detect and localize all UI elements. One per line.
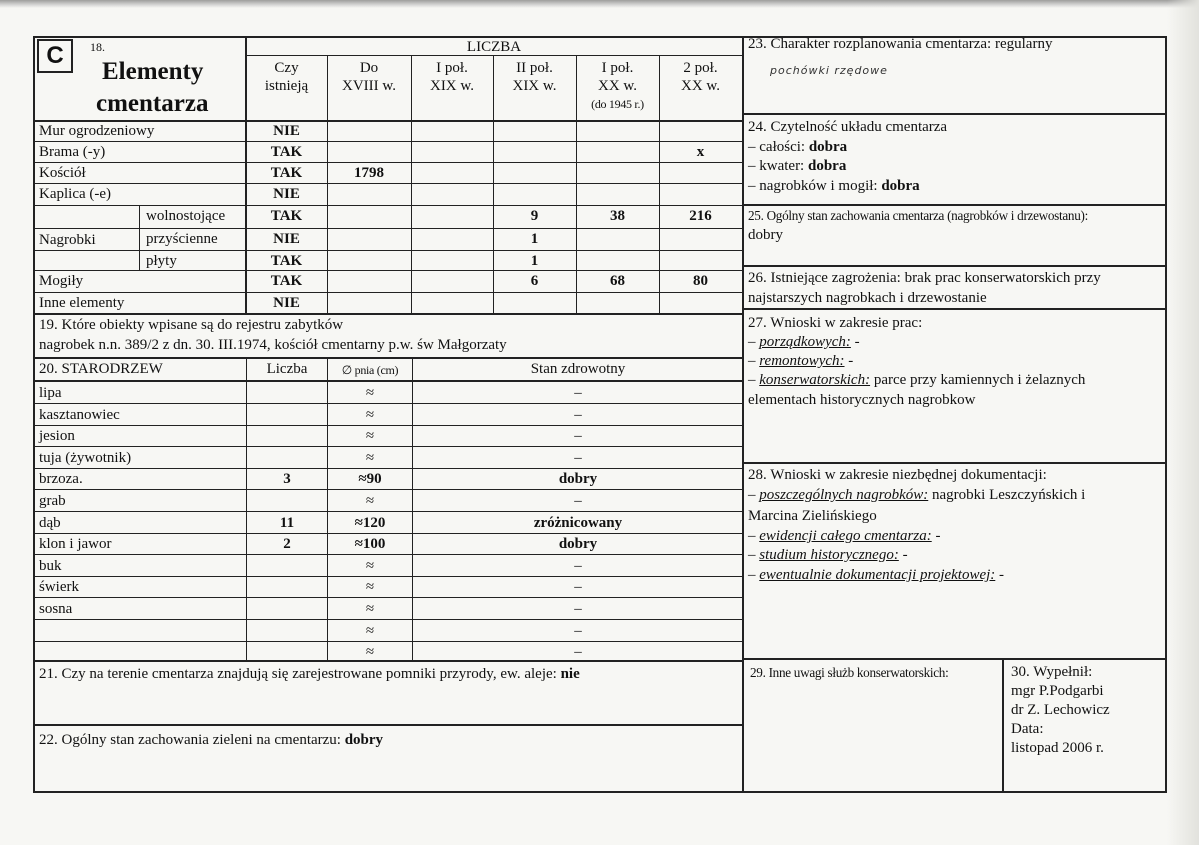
element-cell-istnieja: NIE — [273, 231, 300, 247]
element-label: Mogiły — [39, 273, 84, 289]
tree-name: brzoza. — [39, 471, 83, 488]
element-sublabel: wolnostojące — [146, 208, 226, 224]
tree-name: jesion — [39, 428, 75, 445]
s28-individual-value: nagrobki Leszczyńskich i — [928, 487, 1086, 503]
tree-state: – — [574, 579, 582, 596]
tree-row-line-6 — [33, 533, 742, 534]
tree-name: lipa — [39, 385, 62, 401]
element-cell-istnieja: NIE — [273, 123, 300, 139]
divider-27-28 — [742, 462, 1167, 464]
s29-label: 29. Inne uwagi służb konserwatorskich: — [750, 665, 949, 680]
divider-23-24 — [742, 113, 1167, 115]
tree-state: – — [574, 406, 582, 423]
col-header-5-line-1: XX w. — [680, 78, 721, 94]
tree-state: – — [574, 601, 582, 617]
s19-value: nagrobek n.n. 389/2 z dn. 30. III.1974, kościół cmentarny p.w. św Małgorzaty — [39, 337, 507, 353]
s26-line1: 26. Istniejące zagrożenia: brak prac konserwatorskich przy — [748, 270, 1101, 286]
s22-value: dobry — [344, 732, 384, 748]
tree-diameter: ≈90 — [358, 471, 382, 488]
tree-row-line-11 — [33, 641, 742, 642]
s30-date-label: Data: — [1011, 721, 1044, 737]
element-cell-istnieja: TAK — [270, 253, 303, 269]
tree-diameter: ≈ — [365, 406, 375, 423]
element-label: Kaplica (-e) — [39, 186, 112, 202]
s24-quarters-value: dobra — [807, 158, 847, 174]
tree-diameter: ≈ — [365, 557, 375, 574]
tree-name: grab — [39, 493, 66, 509]
tree-diameter: ≈120 — [354, 514, 386, 531]
tree-row-line-4 — [33, 489, 742, 490]
col-header-3-line-0: II poł. — [516, 60, 553, 76]
divider-28-29 — [742, 658, 1167, 660]
divider-26-27 — [742, 308, 1167, 310]
s24-whole-value: dobra — [808, 139, 848, 155]
col-header-4-line-0: I poł. — [601, 60, 634, 76]
s20-header-state: Stan zdrowotny — [530, 361, 626, 377]
divider-25-26 — [742, 265, 1167, 267]
divider-21-22 — [33, 724, 742, 726]
tree-row-line-3 — [33, 468, 742, 469]
element-cell-iixix: 9 — [530, 208, 539, 224]
tree-diameter: ≈ — [365, 579, 375, 596]
tree-count: 3 — [283, 471, 291, 488]
tree-state: – — [574, 428, 582, 445]
tree-row-line-8 — [33, 576, 742, 577]
element-cell-istnieja: NIE — [273, 186, 300, 202]
tree-state: dobry — [558, 471, 598, 488]
element-row-line-1 — [33, 162, 742, 163]
element-cell-ixx: 38 — [610, 208, 625, 224]
element-cell-iixx: 80 — [693, 273, 708, 289]
element-cell-iixix: 1 — [530, 231, 539, 247]
tree-diameter: ≈ — [365, 493, 375, 509]
divider-19-20 — [33, 357, 742, 359]
s27-cleanup-label: porządkowych: — [759, 334, 851, 350]
s24-graves-value: dobra — [881, 178, 920, 194]
tree-name: tuja (żywotnik) — [39, 449, 132, 466]
element-cell-istnieja: TAK — [270, 208, 303, 224]
element-label: Brama (-y) — [39, 144, 106, 160]
element-sublabel: płyty — [146, 253, 177, 269]
col-header-4-line-1: XX w. — [597, 78, 638, 94]
tree-state: zróżnicowany — [533, 514, 623, 531]
tree-count: 2 — [283, 536, 291, 553]
s19-label: 19. Które obiekty wpisane są do rejestru zabytków — [39, 317, 344, 333]
element-cell-istnieja: TAK — [270, 165, 303, 181]
element-cell-iixix: 6 — [530, 273, 539, 289]
tree-name: dąb — [39, 514, 61, 531]
nagrobki-subdivider — [139, 205, 140, 270]
tree-row-line-5 — [33, 511, 742, 512]
s27-conservation-value: parce przy kamiennych i żelaznych — [870, 372, 1086, 388]
s23-handwritten-note: pochówki rzędowe — [770, 64, 888, 77]
tree-row-line-10 — [33, 619, 742, 620]
s20-header-diameter: ∅ pnia (cm) — [341, 363, 399, 377]
s25-value: dobry — [748, 227, 783, 243]
col-header-5-line-0: 2 poł. — [683, 60, 718, 76]
tree-row-line-1 — [33, 425, 742, 426]
tree-state: – — [574, 493, 582, 509]
s28-label: 28. Wnioski w zakresie niezbędnej dokumentacji: — [748, 467, 1047, 483]
s27-conservation-label: konserwatorskich: — [759, 372, 871, 388]
s24-quarters-label: – kwater: — [748, 158, 805, 174]
tree-diameter: ≈ — [365, 385, 375, 401]
s30-label: 30. Wypełnił: — [1011, 664, 1093, 680]
tree-state: dobry — [558, 536, 598, 553]
divider-18-19 — [33, 313, 742, 315]
s25-label: 25. Ogólny stan zachowania cmentarza (nagrobków i drzewostanu): — [748, 208, 1088, 223]
element-row-line-7 — [33, 292, 742, 293]
element-label: Inne elementy — [39, 295, 125, 311]
col-header-3-line-1: XIX w. — [512, 78, 557, 94]
element-cell-iixx: x — [696, 144, 705, 160]
s28-history-value: - — [898, 547, 908, 563]
s30-name1: mgr P.Podgarbi — [1011, 683, 1104, 699]
element-sublabel: przyścienne — [146, 231, 218, 247]
s28-individual-line2: Marcina Zielińskiego — [748, 508, 877, 524]
scan-right-edge — [1167, 0, 1199, 845]
s28-history-label: studium historycznego: — [759, 547, 899, 563]
s24-graves-label: – nagrobków i mogił: — [748, 178, 878, 194]
s22-label: 22. Ogólny stan zachowania zieleni na cmentarzu: — [39, 732, 341, 748]
s28-project-label: ewentualnie dokumentacji projektowej: — [759, 567, 996, 583]
tree-name: świerk — [39, 579, 79, 596]
col-header-0-line-1: istnieją — [264, 78, 309, 94]
tree-diameter: ≈ — [365, 428, 375, 445]
col-header-4-line-2: (do 1945 r.) — [591, 97, 644, 111]
element-label: Mur ogrodzeniowy — [39, 123, 155, 139]
element-cell-iixix: 1 — [530, 253, 539, 269]
s28-records-label: ewidencji całego cmentarza: — [759, 528, 932, 544]
s20-header-name: 20. STARODRZEW — [39, 361, 163, 377]
tree-diameter: ≈ — [365, 644, 375, 661]
s23-label: 23. Charakter rozplanowania cmentarza: regularny — [748, 36, 1053, 52]
tree-diameter: ≈ — [365, 601, 375, 617]
s30-name2: dr Z. Lechowicz — [1011, 702, 1110, 718]
title-line2: cmentarza — [96, 90, 209, 117]
s28-project-value: - — [995, 567, 1005, 583]
element-cell-istnieja: NIE — [273, 295, 300, 311]
tree-row-line-2 — [33, 446, 742, 447]
col-header-2-line-0: I poł. — [436, 60, 468, 76]
element-row-line-0 — [33, 141, 742, 142]
s30-date-value: listopad 2006 r. — [1011, 740, 1104, 756]
tree-state: – — [574, 385, 582, 401]
s27-label: 27. Wnioski w zakresie prac: — [748, 315, 923, 331]
tree-name: sosna — [39, 601, 73, 617]
tree-state: – — [574, 644, 582, 661]
element-label: Kościół — [39, 165, 86, 181]
s20-header-count: Liczba — [266, 361, 308, 377]
s21-label: 21. Czy na terenie cmentarza znajdują się zarejestrowane pomniki przyrody, ew. aleje: — [39, 666, 557, 682]
tree-row-line-7 — [33, 554, 742, 555]
tree-row-line-0 — [33, 403, 742, 404]
section-letter-box: C — [37, 39, 73, 73]
s27-repair-value: - — [844, 353, 854, 369]
tree-state: – — [574, 557, 582, 574]
s28-individual-label: poszczególnych nagrobków: — [759, 487, 929, 503]
col-header-2-line-1: XIX w. — [429, 78, 475, 94]
s27-repair-label: remontowych: — [759, 353, 845, 369]
tree-row-line-9 — [33, 597, 742, 598]
title-line1: Elementy — [102, 58, 204, 85]
col-header-1-line-0: Do — [359, 60, 379, 76]
tree-name: klon i jawor — [39, 536, 112, 553]
col-header-1-line-1: XVIII w. — [341, 78, 396, 94]
s24-label: 24. Czytelność układu cmentarza — [748, 119, 948, 135]
s28-records-value: - — [931, 528, 941, 544]
s27-conservation-line2: elementach historycznych nagrobkow — [748, 392, 976, 408]
tree-header-line — [33, 380, 742, 382]
tree-diameter: ≈ — [365, 449, 375, 466]
s27-cleanup-value: - — [850, 334, 860, 350]
element-label: Nagrobki — [39, 232, 96, 248]
liczba-header: LICZBA — [466, 39, 522, 55]
s24-whole-label: – całości: — [748, 139, 806, 155]
element-row-line-6 — [33, 270, 742, 271]
tree-count: 11 — [279, 514, 295, 531]
element-cell-xviii: 1798 — [354, 165, 384, 181]
tree-state: – — [574, 449, 582, 466]
s21-value: nie — [560, 666, 580, 682]
element-cell-istnieja: TAK — [270, 273, 303, 289]
element-cell-ixx: 68 — [610, 273, 625, 289]
element-cell-iixx: 216 — [689, 208, 712, 224]
section-number: 18. — [90, 40, 105, 54]
tree-name: kasztanowiec — [39, 406, 120, 423]
divider-24-25 — [742, 204, 1167, 206]
scan-top-edge — [0, 0, 1199, 8]
divider-29-30 — [1002, 658, 1004, 793]
tree-state: – — [574, 622, 582, 639]
element-cell-istnieja: TAK — [270, 144, 303, 160]
tree-name: buk — [39, 557, 62, 574]
s26-line2: najstarszych nagrobkach i drzewostanie — [748, 290, 987, 306]
element-row-line-2 — [33, 183, 742, 184]
tree-diameter: ≈ — [365, 622, 375, 639]
tree-diameter: ≈100 — [354, 536, 386, 553]
col-header-0-line-0: Czy — [274, 60, 299, 76]
